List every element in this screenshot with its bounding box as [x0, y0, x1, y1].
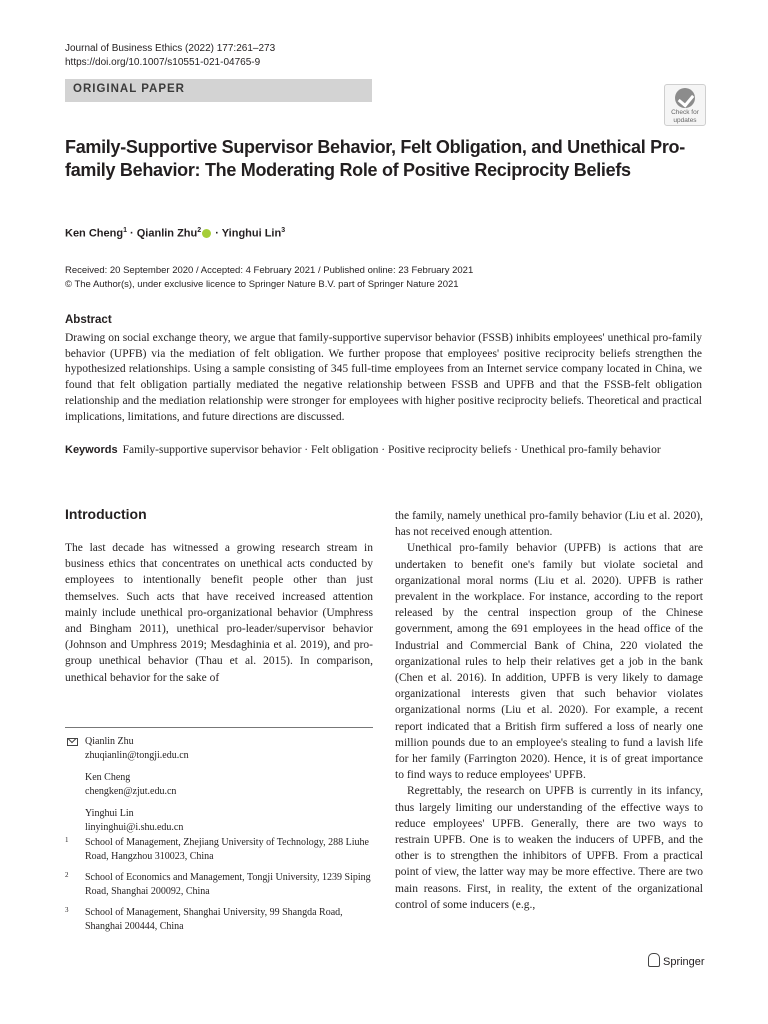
author-name[interactable]: Ken Cheng [65, 227, 124, 240]
copyright-line: © The Author(s), under exclusive licence to Springer Nature B.V. part of Springer Nature 2021 [65, 279, 459, 290]
springer-logo-icon [648, 953, 660, 967]
author-name[interactable]: Qianlin Zhu [136, 227, 198, 240]
contact-email[interactable]: zhuqianlin@tongji.edu.cn [85, 749, 189, 761]
keywords-text: Family-supportive supervisor behavior · Felt obligation · Positive reciprocity beliefs · Unethical pro-family behavior [122, 444, 661, 456]
author-affil-sup: 1 [123, 227, 127, 234]
affiliation-number: 2 [65, 871, 69, 879]
publisher-footer [648, 953, 705, 968]
check-updates-line1: Check for [671, 109, 699, 116]
footnote-divider [65, 727, 373, 728]
abstract-text: Drawing on social exchange theory, we argue that family-supportive supervisor behavior (FSSB) inhibits employees' unethical pro-family behavior (UPFB) via the mediation of felt obligation. We further propose that employees' positive reciprocity beliefs strengthen the hypothesized relationships. Using a sample consisting of 345 full-time employees from an Internet service company located in China, we found that felt obligation partially mediated the negative relationship between FSSB and UPFB and that the FSSB-felt obligation relationship and the mediation relationship were stronger for employees with higher positive reciprocity beliefs. Theoretical and practical implications, limitations, and future directions are discussed. [65, 332, 702, 423]
author-affil-sup: 2 [197, 227, 202, 234]
affiliation-text: School of Economics and Management, Tongji University, 1239 Siping Road, Shanghai 200092, China [85, 872, 371, 897]
affiliation-text: School of Management, Shanghai University, 99 Shangda Road, Shanghai 200444, China [85, 907, 343, 932]
paragraph: The last decade has witnessed a growing research stream in business ethics that concentrates on unethical acts conducted by employees to intentionally benefit people other than just themselves. Such acts that have received increased attention mainly include unethical pro-organizational behavior (Umphress and Bingham 2011), unethical pro-leader/supervisor behavior (Johnson and Umphress 2019; Mesdaghinia et al. 2019), and pro-group unethical behavior (Thau et al. 2015). In comparison, unethical behavior for the sake of [65, 542, 373, 684]
paragraph: Regrettably, the research on UPFB is currently in its infancy, thus largely limiting our understanding of the effective ways to reduce employees' UPFB. Generally, there are two ways to restrain UPFB. One is to weaken the inducers of UPFB, and the other is to strengthen the inhibitors of UPFB. From a practical point of view, the latter way may be more effective. There are two main reasons. First, in reality, the extent of the organizational control of some inducers (e.g., [395, 785, 703, 911]
author-affil-sup: 3 [281, 227, 286, 234]
body-column-right [395, 508, 703, 913]
contact-entry [65, 735, 373, 762]
paper-title: Family-Supportive Supervisor Behavior, Felt Obligation, and Unethical Pro-family Behavior: The Moderating Role of Positive Reciprocity Beliefs [65, 137, 685, 180]
body-column-left [65, 540, 373, 686]
affiliation-number: 3 [65, 906, 69, 914]
author-name[interactable]: Yinghui Lin [221, 227, 282, 240]
paragraph: the family, namely unethical pro-family behavior (Liu et al. 2020), has not received enough attention. [395, 510, 703, 539]
affiliations [65, 836, 373, 941]
check-updates-line2: updates [673, 117, 697, 124]
doi-link[interactable]: https://doi.org/10.1007/s10551-021-04765-9 [65, 57, 261, 68]
affiliation-entry [65, 836, 373, 863]
check-updates-icon [675, 88, 695, 108]
affiliation-entry [65, 871, 373, 898]
check-for-updates-badge[interactable] [664, 84, 706, 126]
envelope-icon [67, 738, 78, 746]
contact-name: Yinghui Lin [85, 808, 134, 819]
abstract-heading: Abstract [65, 314, 112, 326]
publication-dates [65, 264, 473, 292]
dates-line: Received: 20 September 2020 / Accepted: 4 February 2021 / Published online: 23 February 2021 [65, 265, 474, 276]
orcid-icon[interactable] [202, 229, 211, 238]
keywords-heading: Keywords [65, 444, 118, 456]
publisher-name: Springer [663, 956, 705, 968]
introduction-heading: Introduction [65, 506, 147, 522]
journal-header [65, 42, 275, 70]
contact-email[interactable]: linyinghui@i.shu.edu.cn [85, 821, 184, 833]
contact-name: Ken Cheng [85, 772, 131, 783]
paragraph: Unethical pro-family behavior (UPFB) is actions that are undertaken to benefit one's family but violate societal and organizational moral norms (Liu et al. 2020). UPFB is rather prevalent in the workplace. For instance, according to the report released by the central inspection group of the Chinese government, among the 691 employees in the head office of the Industrial and Commercial Bank of China, 220 violated the organizational rules to help their relatives get a job in the bank (Chen et al. 2016). In addition, UPFB is very likely to damage organizational interests given that such behavior violates organizational norms (Liu et al. 2020). For example, a recent report indicated that a British firm suffered a loss of nearly one million pounds due to an employee's stealing to fund a lavish life for her family (Farrington 2020). Hence, it is of great importance to find ways to reduce employees' UPFB. [395, 542, 703, 782]
affiliation-number: 1 [65, 836, 69, 844]
author-list: Ken Cheng$^1$ · Qianlin Zhu$^2$ · Yinghui Lin$^3$ [65, 227, 286, 240]
article-type-banner [65, 79, 372, 102]
article-type-label: ORIGINAL PAPER [73, 83, 185, 95]
contact-email[interactable]: chengken@zjut.edu.cn [85, 785, 177, 797]
keywords-block [65, 443, 702, 459]
affiliation-entry [65, 906, 373, 933]
affiliation-text: School of Management, Zhejiang University of Technology, 288 Liuhe Road, Hangzhou 310023, China [85, 837, 369, 862]
contact-name: Qianlin Zhu [85, 736, 134, 747]
contact-entry [65, 771, 373, 798]
corresponding-contacts [65, 735, 373, 843]
contact-entry [65, 807, 373, 834]
journal-citation: Journal of Business Ethics (2022) 177:261–273 [65, 43, 276, 54]
